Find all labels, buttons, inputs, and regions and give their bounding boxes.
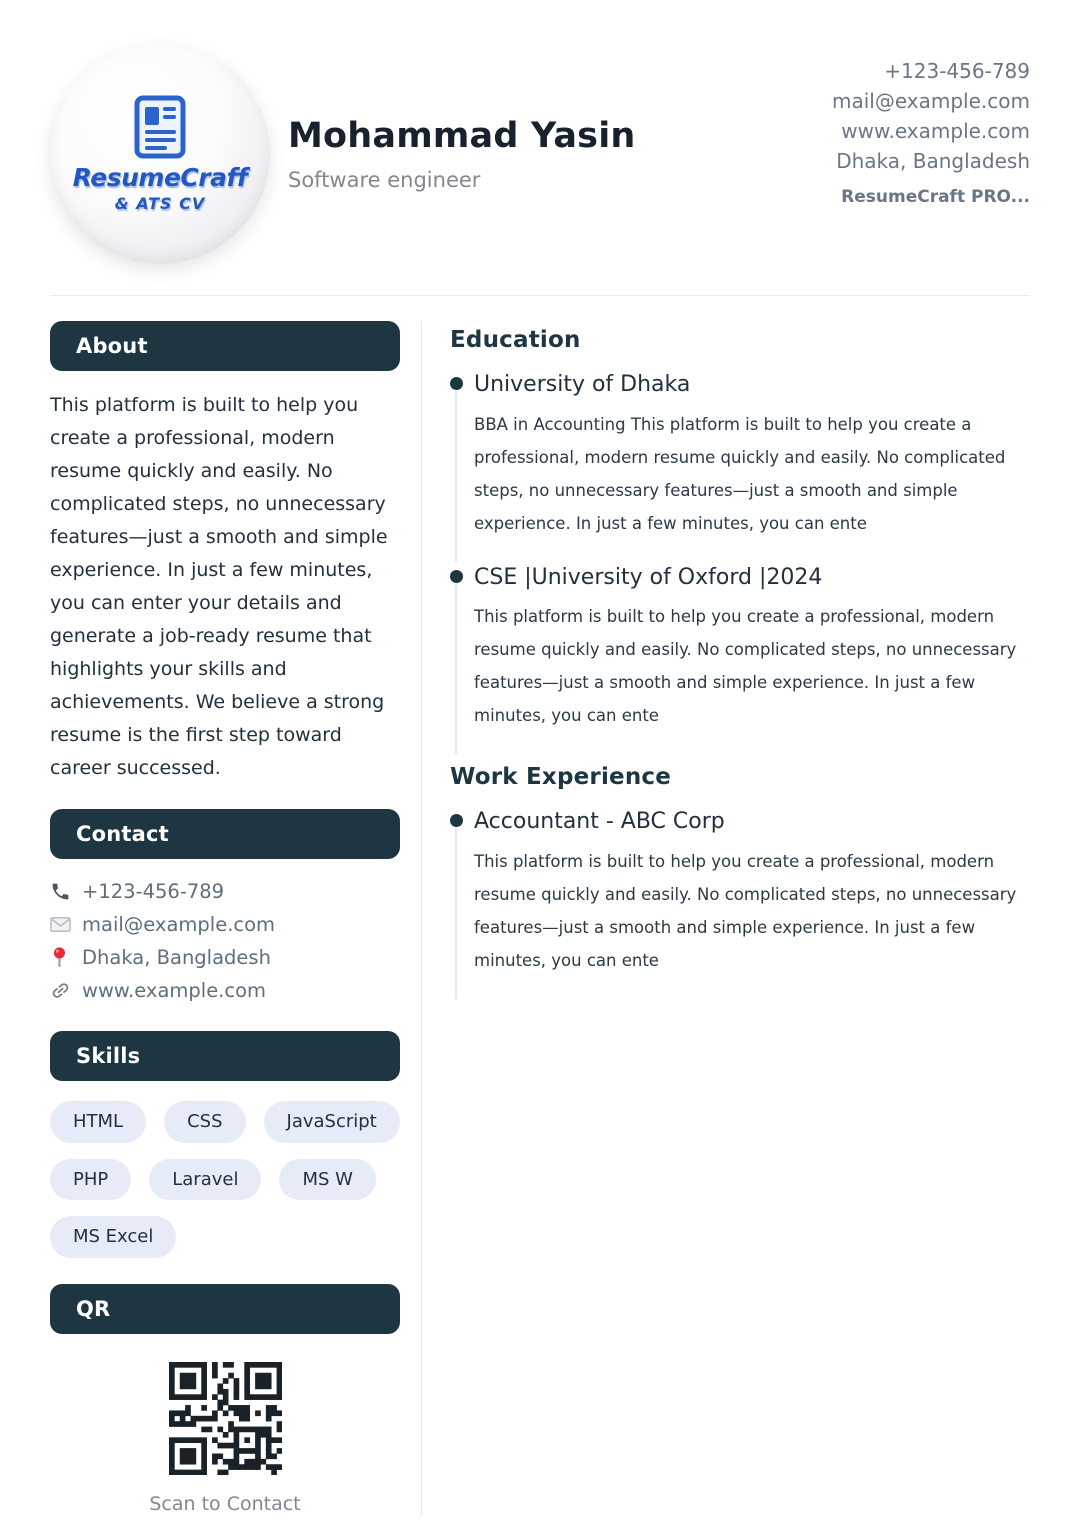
email-icon [50,914,71,935]
header-location: Dhaka, Bangladesh [836,149,1030,173]
contact-email-text: mail@example.com [82,913,276,936]
contact-phone-text: +123-456-789 [82,880,225,903]
skill-pill: MS W [279,1159,375,1201]
education-item [450,564,1030,757]
work-item-title: Accountant - ABC Corp [474,809,725,834]
about-text: This platform is built to help you create a professional, modern resume quickly and easily. No complicated steps, no unnecessary features—just a smooth and simple experience. In just a few minutes, you can enter your details and generate a job-ready resume that highlights your skills and achievements. We believe a strong resume is the first step toward career successed. [50,394,388,779]
brand-watermark: ResumeCraft PRO... [841,187,1030,207]
skills-list [50,1101,400,1258]
location-icon [50,947,71,968]
about-section-header: About [50,321,400,371]
person-name: Mohammad Yasin [288,116,636,156]
header-divider [50,295,1030,296]
header-website: www.example.com [841,119,1030,143]
skills-section-header: Skills [50,1031,400,1081]
skill-pill: JavaScript [264,1101,400,1143]
contact-website-text: www.example.com [82,979,267,1002]
main-content [422,321,1030,1515]
person-job-title: Software engineer [288,168,481,193]
contact-item-email [50,908,400,941]
skill-pill: MS Excel [50,1216,176,1258]
bullet-icon [450,814,463,827]
education-item-title: CSE |University of Oxford |2024 [474,564,823,590]
work-experience-heading: Work Experience [450,764,672,790]
education-heading: Education [450,327,581,353]
contact-item-phone [50,875,400,908]
header-phone: +123-456-789 [884,59,1030,83]
content-columns [50,321,1030,1515]
contact-item-website [50,974,400,1007]
header-email: mail@example.com [831,89,1030,113]
work-timeline [450,808,1030,1001]
logo-subtext: & ATS CV [114,194,206,213]
education-item-description: BBA in Accounting This platform is built to help you create a professional, modern resume quickly and easily. No complicated steps, no unnecessary features—just a smooth and simple experience. In just a few minutes, you can ente [474,414,1006,533]
logo-text: ResumeCraff [72,163,248,192]
header-contact-block [832,44,1030,207]
contact-location-text: Dhaka, Bangladesh [82,946,271,969]
education-item [450,371,1030,564]
qr-section-header: QR [50,1284,400,1334]
skill-pill: Laravel [149,1159,261,1201]
work-item-description: This platform is built to help you create a professional, modern resume quickly and easily. No complicated steps, no unnecessary features—just a smooth and simple experience. In just a few minutes, you can ente [474,851,1017,970]
qr-code [169,1362,282,1475]
link-icon [50,980,71,1001]
contact-section-header: Contact [50,809,400,859]
phone-icon [50,881,71,902]
education-timeline [450,371,1030,756]
education-item-description: This platform is built to help you create a professional, modern resume quickly and easily. No complicated steps, no unnecessary features—just a smooth and simple experience. In just a few minutes, you can ente [474,607,1017,725]
sidebar [50,321,400,1515]
resumecraft-logo [50,44,270,264]
skill-pill: PHP [50,1159,131,1201]
skill-pill: CSS [164,1101,245,1143]
contact-list [50,875,400,1007]
qr-caption: Scan to Contact [149,1492,301,1515]
bullet-icon [450,377,463,390]
education-item-title: University of Dhaka [474,372,691,397]
bullet-icon [450,570,463,583]
contact-item-location [50,941,400,974]
skill-pill: HTML [50,1101,146,1143]
qr-wrap [50,1362,400,1479]
identity-block [288,44,636,192]
document-icon [134,95,186,159]
work-item [450,808,1030,1001]
header [50,44,1030,264]
